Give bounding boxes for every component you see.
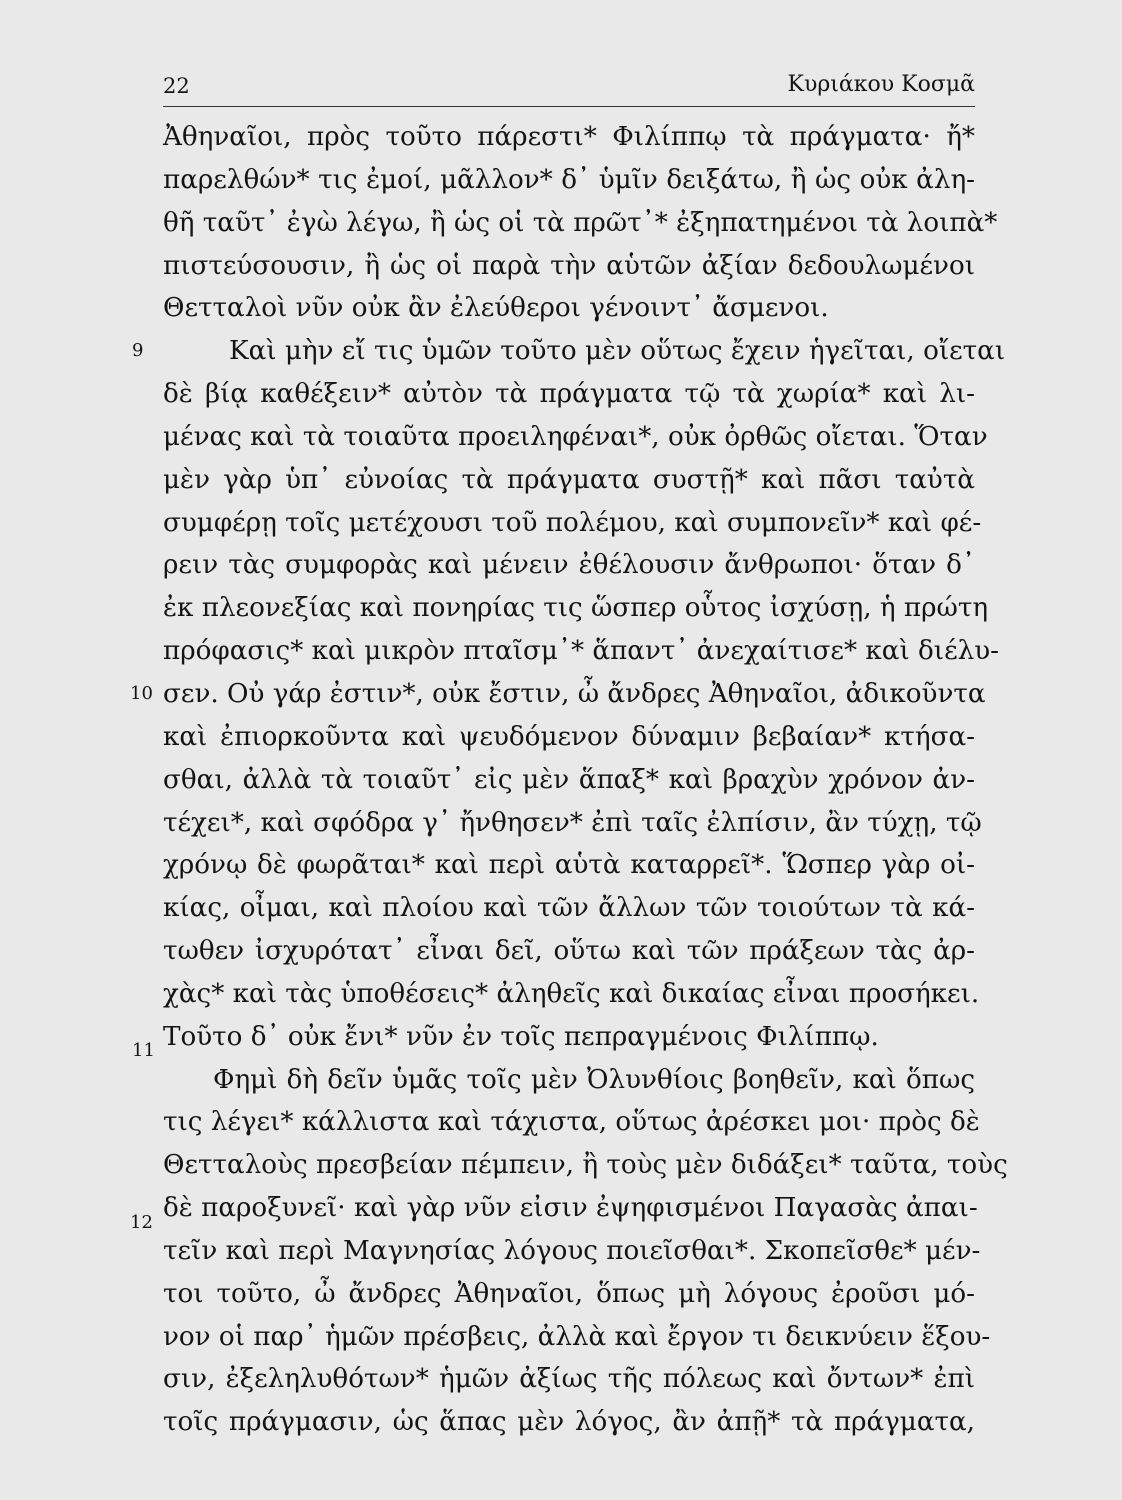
text-line: δὲ βίᾳ καθέξειν* αὐτὸν τὰ πράγματα τῷ τὰ χωρία* καὶ λι- — [163, 379, 975, 410]
text-line: σιν, ἐξεληλυθότων* ἡμῶν ἀξίως τῆς πόλεως καὶ ὄντων* ἐπὶ — [163, 1364, 975, 1395]
section-number: 11 — [132, 1040, 155, 1061]
text-line: συμφέρῃ τοῖς μετέχουσι τοῦ πολέμου, καὶ συμπονεῖν* καὶ φέ- — [163, 507, 982, 538]
text-line: μὲν γὰρ ὑπ᾿ εὐνοίας τὰ πράγματα συστῇ* καὶ πᾶσι ταὐτὰ — [163, 464, 975, 495]
section-number: 12 — [130, 1212, 153, 1233]
text-line: σεν. Οὐ γάρ ἐστιν*, οὐκ ἔστιν, ὦ ἄνδρες Ἀθηναῖοι, ἀδικοῦντα — [163, 678, 986, 709]
text-line: τέχει*, καὶ σφόδρα γ᾿ ἤνθησεν* ἐπὶ ταῖς ἐλπίσιν, ἂν τύχῃ, τῷ — [163, 807, 982, 838]
text-line: σθαι, ἀλλὰ τὰ τοιαῦτ᾿ εἰς μὲν ἅπαξ* καὶ βραχὺν χρόνον ἀν- — [163, 764, 975, 795]
text-line: μένας καὶ τὰ τοιαῦτα προειληφέναι*, οὐκ ὀρθῶς οἴεται. Ὅταν — [163, 421, 988, 452]
text-line: Καὶ μὴν εἴ τις ὑμῶν τοῦτο μὲν οὕτως ἔχειν ἡγεῖται, οἴεται — [229, 336, 1006, 367]
text-line: κίας, οἶμαι, καὶ πλοίου καὶ τῶν ἄλλων τῶν τοιούτων τὰ κά- — [163, 893, 975, 924]
text-line: πρόφασις* καὶ μικρὸν πταῖσμ᾿* ἅπαντ᾿ ἀνεχαίτισε* καὶ διέλυ- — [163, 636, 1000, 667]
text-line: Φημὶ δὴ δεῖν ὑμᾶς τοῖς μὲν Ὀλυνθίοις βοηθεῖν, καὶ ὅπως — [213, 1064, 975, 1095]
section-number: 9 — [132, 340, 144, 361]
text-line: δὲ παροξυνεῖ· καὶ γὰρ νῦν εἰσιν ἐψηφισμένοι Παγασὰς ἀπαι- — [163, 1193, 978, 1224]
text-line: τοῖς πράγμασιν, ὡς ἅπας μὲν λόγος, ἂν ἀπῇ* τὰ πράγματα, — [163, 1407, 975, 1438]
page-number: 22 — [163, 74, 190, 98]
text-line: παρελθών* τις ἐμοί, μᾶλλον* δ᾿ ὑμῖν δειξάτω, ἢ ὡς οὐκ ἀλη- — [163, 164, 975, 195]
text-line: ἐκ πλεονεξίας καὶ πονηρίας τις ὥσπερ οὗτος ἰσχύσῃ, ἡ πρώτη — [163, 593, 989, 624]
main-text — [163, 116, 1008, 1444]
text-line: τεῖν καὶ περὶ Μαγνησίας λόγους ποιεῖσθαι*. Σκοπεῖσθε* μέν- — [163, 1235, 981, 1266]
text-line: χὰς* καὶ τὰς ὑποθέσεις* ἀληθεῖς καὶ δικαίας εἶναι προσήκει. — [163, 978, 980, 1009]
text-line: ρειν τὰς συμφορὰς καὶ μένειν ἐθέλουσιν ἄνθρωποι· ὅταν δ᾿ — [163, 550, 975, 581]
text-line: πιστεύσουσιν, ἢ ὡς οἱ παρὰ τὴν αὑτῶν ἀξίαν δεδουλωμένοι — [163, 250, 975, 281]
text-line: Θετταλοὺς πρεσβείαν πέμπειν, ἢ τοὺς μὲν διδάξει* ταῦτα, τοὺς — [163, 1150, 1008, 1181]
text-line: καὶ ἐπιορκοῦντα καὶ ψευδόμενον δύναμιν βεβαίαν* κτήσα- — [163, 721, 975, 752]
text-line: νον οἱ παρ᾿ ἡμῶν πρέσβεις, ἀλλὰ καὶ ἔργον τι δεικνύειν ἕξου- — [163, 1321, 991, 1352]
text-line: Ἀθηναῖοι, πρὸς τοῦτο πάρεστι* Φιλίππῳ τὰ πράγματα· ἤ* — [163, 122, 975, 152]
text-line: θῆ ταῦτ᾿ ἐγὼ λέγω, ἢ ὡς οἱ τὰ πρῶτ᾿* ἐξηπατημένοι τὰ λοιπὰ* — [163, 207, 998, 238]
text-line: Τοῦτο δ᾿ οὐκ ἔνι* νῦν ἐν τοῖς πεπραγμένοις Φιλίππῳ. — [163, 1021, 879, 1052]
text-line: τις λέγει* κάλλιστα καὶ τάχιστα, οὕτως ἀρέσκει μοι· πρὸς δὲ — [163, 1107, 980, 1138]
text-line: τωθεν ἰσχυρότατ᾿ εἶναι δεῖ, οὕτω καὶ τῶν πράξεων τὰς ἀρ- — [163, 936, 975, 967]
running-title: Κυριάκου Κοσμᾶ — [787, 72, 975, 97]
text-line: Θετταλοὶ νῦν οὐκ ἂν ἐλεύθεροι γένοιντ᾿ ἄσμενοι. — [163, 293, 829, 324]
text-line: χρόνῳ δὲ φωρᾶται* καὶ περὶ αὑτὰ καταρρεῖ*. Ὥσπερ γὰρ οἰ- — [163, 850, 975, 881]
page-header — [163, 72, 975, 107]
text-line: τοι τοῦτο, ὦ ἄνδρες Ἀθηναῖοι, ὅπως μὴ λόγους ἐροῦσι μό- — [163, 1278, 975, 1309]
section-number: 10 — [130, 683, 153, 704]
